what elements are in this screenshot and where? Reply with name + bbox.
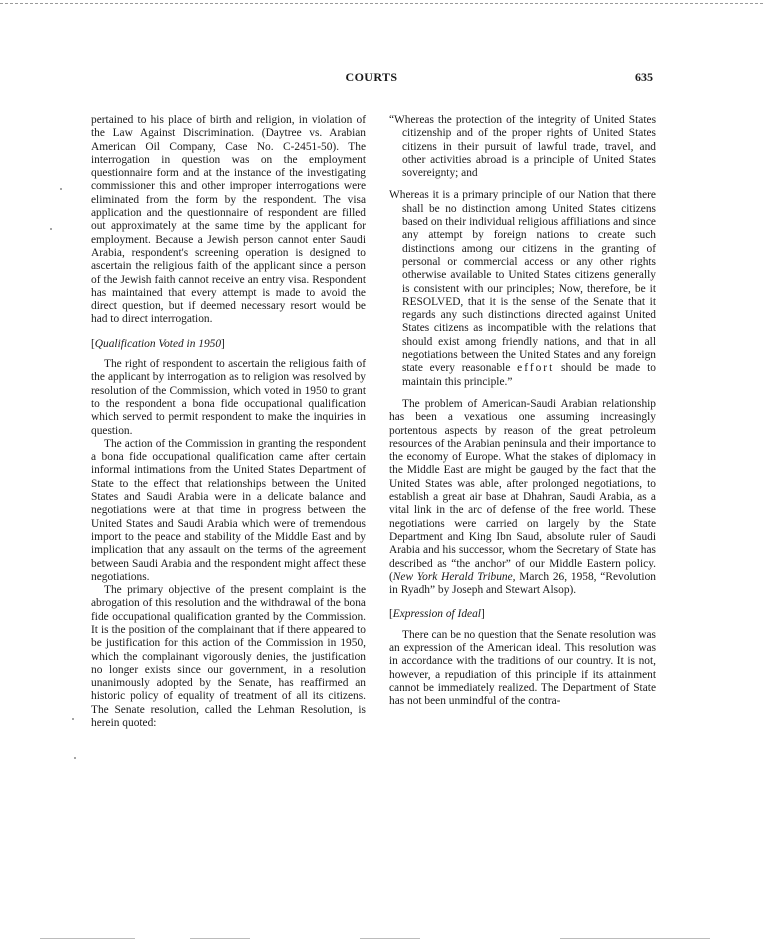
scan-speck (72, 718, 74, 720)
paragraph-continued: pertained to his place of birth and religion, in violation of the Law Against Discrimination. (Daytree vs. Arabian American Oil Company, Case No. C-2451-50). The interrogation in question was on the employment questionnaire form and at the instance of the investigating commissioner this and other improper interrogations were eliminated from the form by the respondent. The visa application and the questionnaire of respondent are filled out approximately at the same time by the applicant for employment. Because a Jewish person cannot enter Saudi Arabia, respondent's screening operation is designed to ascertain the religious faith of the applicant since a person of the Jewish faith cannot receive an entry visa. Respondent has maintained that every attempt is made to avoid the direct question, but if deemed necessary resort would be had to direct interrogation. (91, 114, 366, 326)
quote-emphasis: effort (517, 362, 555, 375)
paragraph: The primary objective of the present complaint is the abrogation of this resolution and the withdrawal of the bona fide occupational qualification granted by the Commission. It is the position of the complainant that if there appeared to be justification for this action of the Commission in 1950, which the complainant vigorously denies, the justification no longer exists since our government, in a resolution unanimously adopted by the Senate, has reaffirmed an historic policy of equality of treatment of all its citizens. The Senate resolution, called the Lehman Resolution, is herein quoted: (91, 584, 366, 730)
scan-bottom-edge (560, 938, 710, 939)
scan-speck (50, 228, 52, 230)
scan-bottom-edge (190, 938, 250, 939)
section-heading-ideal: [Expression of Ideal] (389, 608, 485, 621)
paragraph (389, 398, 656, 597)
paragraph: There can be no question that the Senate resolution was an expression of the American ideal. This resolution was in accordance with the traditions of our country. It is not, however, a repudiation of this principle if its attainment cannot be immediately realized. The Department of State has not been unmindful of the contra- (389, 628, 656, 708)
page-header (90, 70, 653, 90)
section-heading-text: Qualification Voted in 1950 (94, 337, 222, 350)
left-column (91, 114, 366, 730)
right-column (389, 114, 656, 708)
page-number: 635 (635, 70, 653, 84)
section-heading-qualification: [Qualification Voted in 1950] (91, 337, 225, 350)
paragraph-text-end: March 26, 1958, “Revolution in Ryadh” by Joseph and Stewart Alsop). (389, 570, 656, 597)
paragraph: The right of respondent to ascertain the religious faith of the applicant by interrogation as to religion was resolved by resolution of the Commission, which voted in 1950 to grant to the respondent a bona fide occupational qualification which served to permit respondent to make the inquiries in question. (91, 358, 366, 437)
quote-text-end: should be made to maintain this principle.” (402, 362, 656, 388)
resolution-quote-whereas-1: “Whereas the protection of the integrity of United States citizenship and of the proper rights of United States citizens in their pursuit of lawful trade, travel, and other activities abroad is a principle of United States sovereignty; and (389, 114, 656, 180)
scan-bottom-edge (360, 938, 420, 939)
citation: New York Herald Tribune, (392, 570, 516, 583)
running-head: COURTS (345, 70, 398, 84)
scan-speck (60, 188, 62, 190)
paragraph: The action of the Commission in granting the respondent a bona fide occupational qualification came after certain informal intimations from the United States Department of State to the effect that relationships between the United States and Saudi Arabia were in a delicate balance and negotiations were at that time in progress between the United States and Saudi Arabia which were of tremendous import to the peace and stability of the Middle East and by implication that any assault on the terms of the agreement between Saudi Arabia and the respondent might affect these negotiations. (91, 437, 366, 583)
scan-top-edge (0, 3, 763, 4)
paragraph-text: The problem of American-Saudi Arabian relationship has been a vexatious one assuming increasingly portentous aspects by reason of the great petroleum resources of the Arabian peninsula and their importance to the economy of Europe. What the stakes of diplomacy in the Middle East are might be gauged by the fact that the United States was able, after prolonged negotiations, to establish a great air base at Dhahran, Saudi Arabia, as a vital link in the arc of defense of the free world. These negotiations were carried on largely by the State Department and King Ibn Saud, absolute ruler of Saudi Arabia and his successor, whom the Secretary of State has described as “the anchor” of our Middle Eastern policy. ( (389, 397, 656, 583)
resolution-quote-whereas-2 (389, 189, 656, 388)
scan-speck (74, 757, 76, 759)
scan-bottom-edge (40, 938, 135, 939)
section-heading-text: Expression of Ideal (392, 608, 481, 621)
quote-text: Whereas it is a primary principle of our Nation that there shall be no distinction among United States citizens based on their individual religious affiliations and since any attempt by foreign nations to create such distinctions among our citizens in the granting of personal or commercial access or any other rights otherwise available to United States citizens generally is consistent with our principles; Now, therefore, be it RESOLVED, that it is the sense of the Senate that it regards any such distinctions directed against United States citizens as incompatible with the relations that should exist among friendly nations, and that in all negotiations between the United States and any foreign state every reasonable (389, 189, 656, 375)
